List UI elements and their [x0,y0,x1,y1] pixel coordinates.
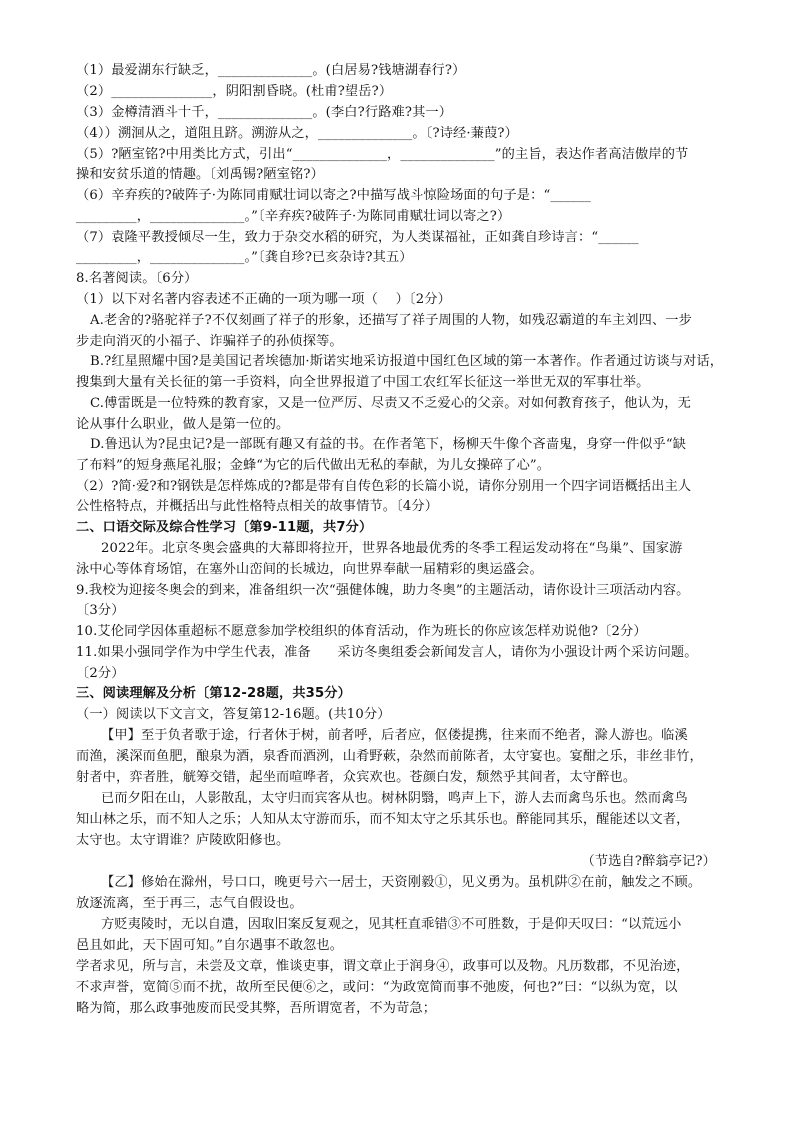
passage-line: 方贬夷陵时，无以自遣，因取旧案反复观之，见其枉直乖错③不可胜数，于是仰天叹曰：“以荒远小 [101,917,682,932]
passage-line: 而渔，溪深而鱼肥，酿泉为酒，泉香而酒洌，山肴野蔌，杂然而前陈者，太守宴也。宴酣之乐，非丝非竹， [76,749,703,764]
passage-line: 学者求见，所与言，未尝及文章，惟谈吏事，谓文章止于润身④，政事可以及物。凡历数郡，不见治迹， [76,959,690,974]
text-line: （7）袁隆平教授倾尽一生，致力于杂交水稻的研究，为人类谋福祉，正如龚自珍诗言：“______ [76,230,639,245]
text-line: 9.我校为迎接冬奥会的到来，准备组织一次“强健体魄，助力冬奥”的主题活动，请你设计三项活动内容。 [76,583,690,598]
text-line: 10.艾伦同学因体重超标不愿意参加学校组织的体育活动，作为班长的你应该怎样劝说他?〔2分） [76,624,647,639]
section-heading: 二、口语交际及综合性学习〔第9-11题，共7分） [76,520,373,535]
option-d: D.鲁迅认为?昆虫记?是一部既有趣又有益的书。在作者笔下，杨柳天牛像个吝啬鬼，身穿一件似乎“缺 [90,437,687,452]
text-line: 〔2分） [76,666,125,681]
option-b: B.?红星照耀中国?是美国记者埃德加·斯诺实地采访报道中国红色区域的第一本著作。作者通过访谈与对话， [90,354,724,369]
option-c: C.傅雷既是一位特殊的教育家，又是一位严厉、尽责又不乏爱心的父亲。对如何教育孩子，他认为，无 [90,396,691,411]
text-line: 搜集到大量有关长征的第一手资料，向全世界报道了中国工农红军长征这一举世无双的军事壮举。 [76,375,650,390]
text-line: （一）阅读以下文言文，答复第12-16题。(共10分） [76,707,391,722]
passage-line: 【乙】修始在滁州，号口口，晚更号六一居士，天资刚毅①，见义勇为。虽机阱②在前，触发之不顾。 [101,875,702,890]
text-line: 公性格特点，并概括出与此性格特点相关的故事情节。〔4分） [76,499,439,514]
text-line: _________，______________。”〔龚自珍?已亥杂诗?其五） [76,250,413,265]
text-line: 泳中心等体育场馆，在塞外山峦间的长城边，向世界奉献一届精彩的奥运盛会。 [76,562,543,577]
passage-line: 放逐流离，至于再三，志气自假设也。 [76,896,303,911]
passage-line: 太守也。太守谓谁？庐陵欧阳修也。 [76,833,290,848]
text-line: 论从事什么职业，做人是第一位的。 [76,417,290,432]
text-line: 操和安贫乐道的情趣。〔刘禹锡?陋室铭?） [76,167,324,182]
source-note: （节选自?醉翁亭记?） [581,854,716,869]
passage-line: 【甲】至于负者歌于途，行者休于树，前者呼，后者应，伛偻提携，往来而不绝者，滁人游也。临溪 [101,728,688,743]
section-heading: 三、阅读理解及分析〔第12-28题，共35分） [76,686,351,701]
text-line: （6）辛弃疾的?破阵子·为陈同甫赋壮词以寄之?中描写战斗惊险场面的句子是：“______ [76,188,591,203]
passage-line: 射者中，弈者胜，觥筹交错，起坐而喧哗者，众宾欢也。苍颜白发，颓然乎其间者，太守醉也。 [76,770,637,785]
text-line: 了布料”的短身燕尾礼服；金蜂“为它的后代做出无私的奉献，为儿女操碎了心”。 [76,458,551,473]
passage-line: 不求声誉，宽简⑤而不扰，故所至民便⑥之，或问：“为政宽简而事不弛废，何也?”曰：“以纵为宽，以 [76,980,678,995]
option-a: A.老舍的?骆驼祥子?不仅刻画了祥子的形象，还描写了祥子周围的人物，如残忍霸道的车主刘四、一步 [90,313,692,328]
text-line: 步走向消灭的小福子、诈骗祥子的孙侦探等。 [76,334,343,349]
text-line: 〔3分） [76,603,125,618]
text-line: （2）?简·爱?和?钢铁是怎样炼成的?都是带有自传色彩的长篇小说，请你分别用一个四字词语概括出主人 [76,479,692,494]
text-line: （4））溯洄从之，道阻且跻。溯游从之，______________。〔?诗经·蒹葭?） [76,126,518,141]
text-line: 2022年。北京冬奥会盛典的大幕即将拉开，世界各地最优秀的冬季工程运发动将在“鸟巢”、国家游 [101,541,683,556]
passage-line: 略为简，那么政事弛废而民受其弊，吾所谓宽者，不为苛急； [76,1001,437,1016]
passage-line: 知山林之乐，而不知人之乐；人知从太守游而乐，而不知太守之乐其乐也。醉能同其乐，醒能述以文者， [76,812,690,827]
question-title: 8.名著阅读。〔6分） [76,271,198,286]
text-line: （5）?陋室铭?中用类比方式，引出“______________，______________”的主旨，表达作者高洁傲岸的节 [76,147,689,162]
text-line: （3）金樽清酒斗十千，______________。(李白?行路难?其一） [76,105,453,120]
text-line: （1）最爱湖东行缺乏，______________。(白居易?钱塘湖春行?） [76,63,466,78]
text-line: _________，______________。”〔辛弃疾?破阵子·为陈同甫赋壮词以寄之?） [76,209,511,224]
passage-line: 已而夕阳在山，人影散乱，太守归而宾客从也。树林阴翳，鸣声上下，游人去而禽鸟乐也。然而禽鸟 [101,791,688,806]
text-line: 11.如果小强同学作为中学生代表，准备 采访冬奥组委会新闻发言人，请你为小强设计两个采访问题。 [76,645,698,660]
passage-line: 邑且如此，天下固可知。”自尔遇事不敢忽也。 [76,938,344,953]
text-line: （2）_______________，阴阳割昏晓。(杜甫?望岳?） [76,84,393,99]
text-line: （1）以下对名著内容表述不正确的一项为哪一项（ ）〔2分） [76,292,451,307]
